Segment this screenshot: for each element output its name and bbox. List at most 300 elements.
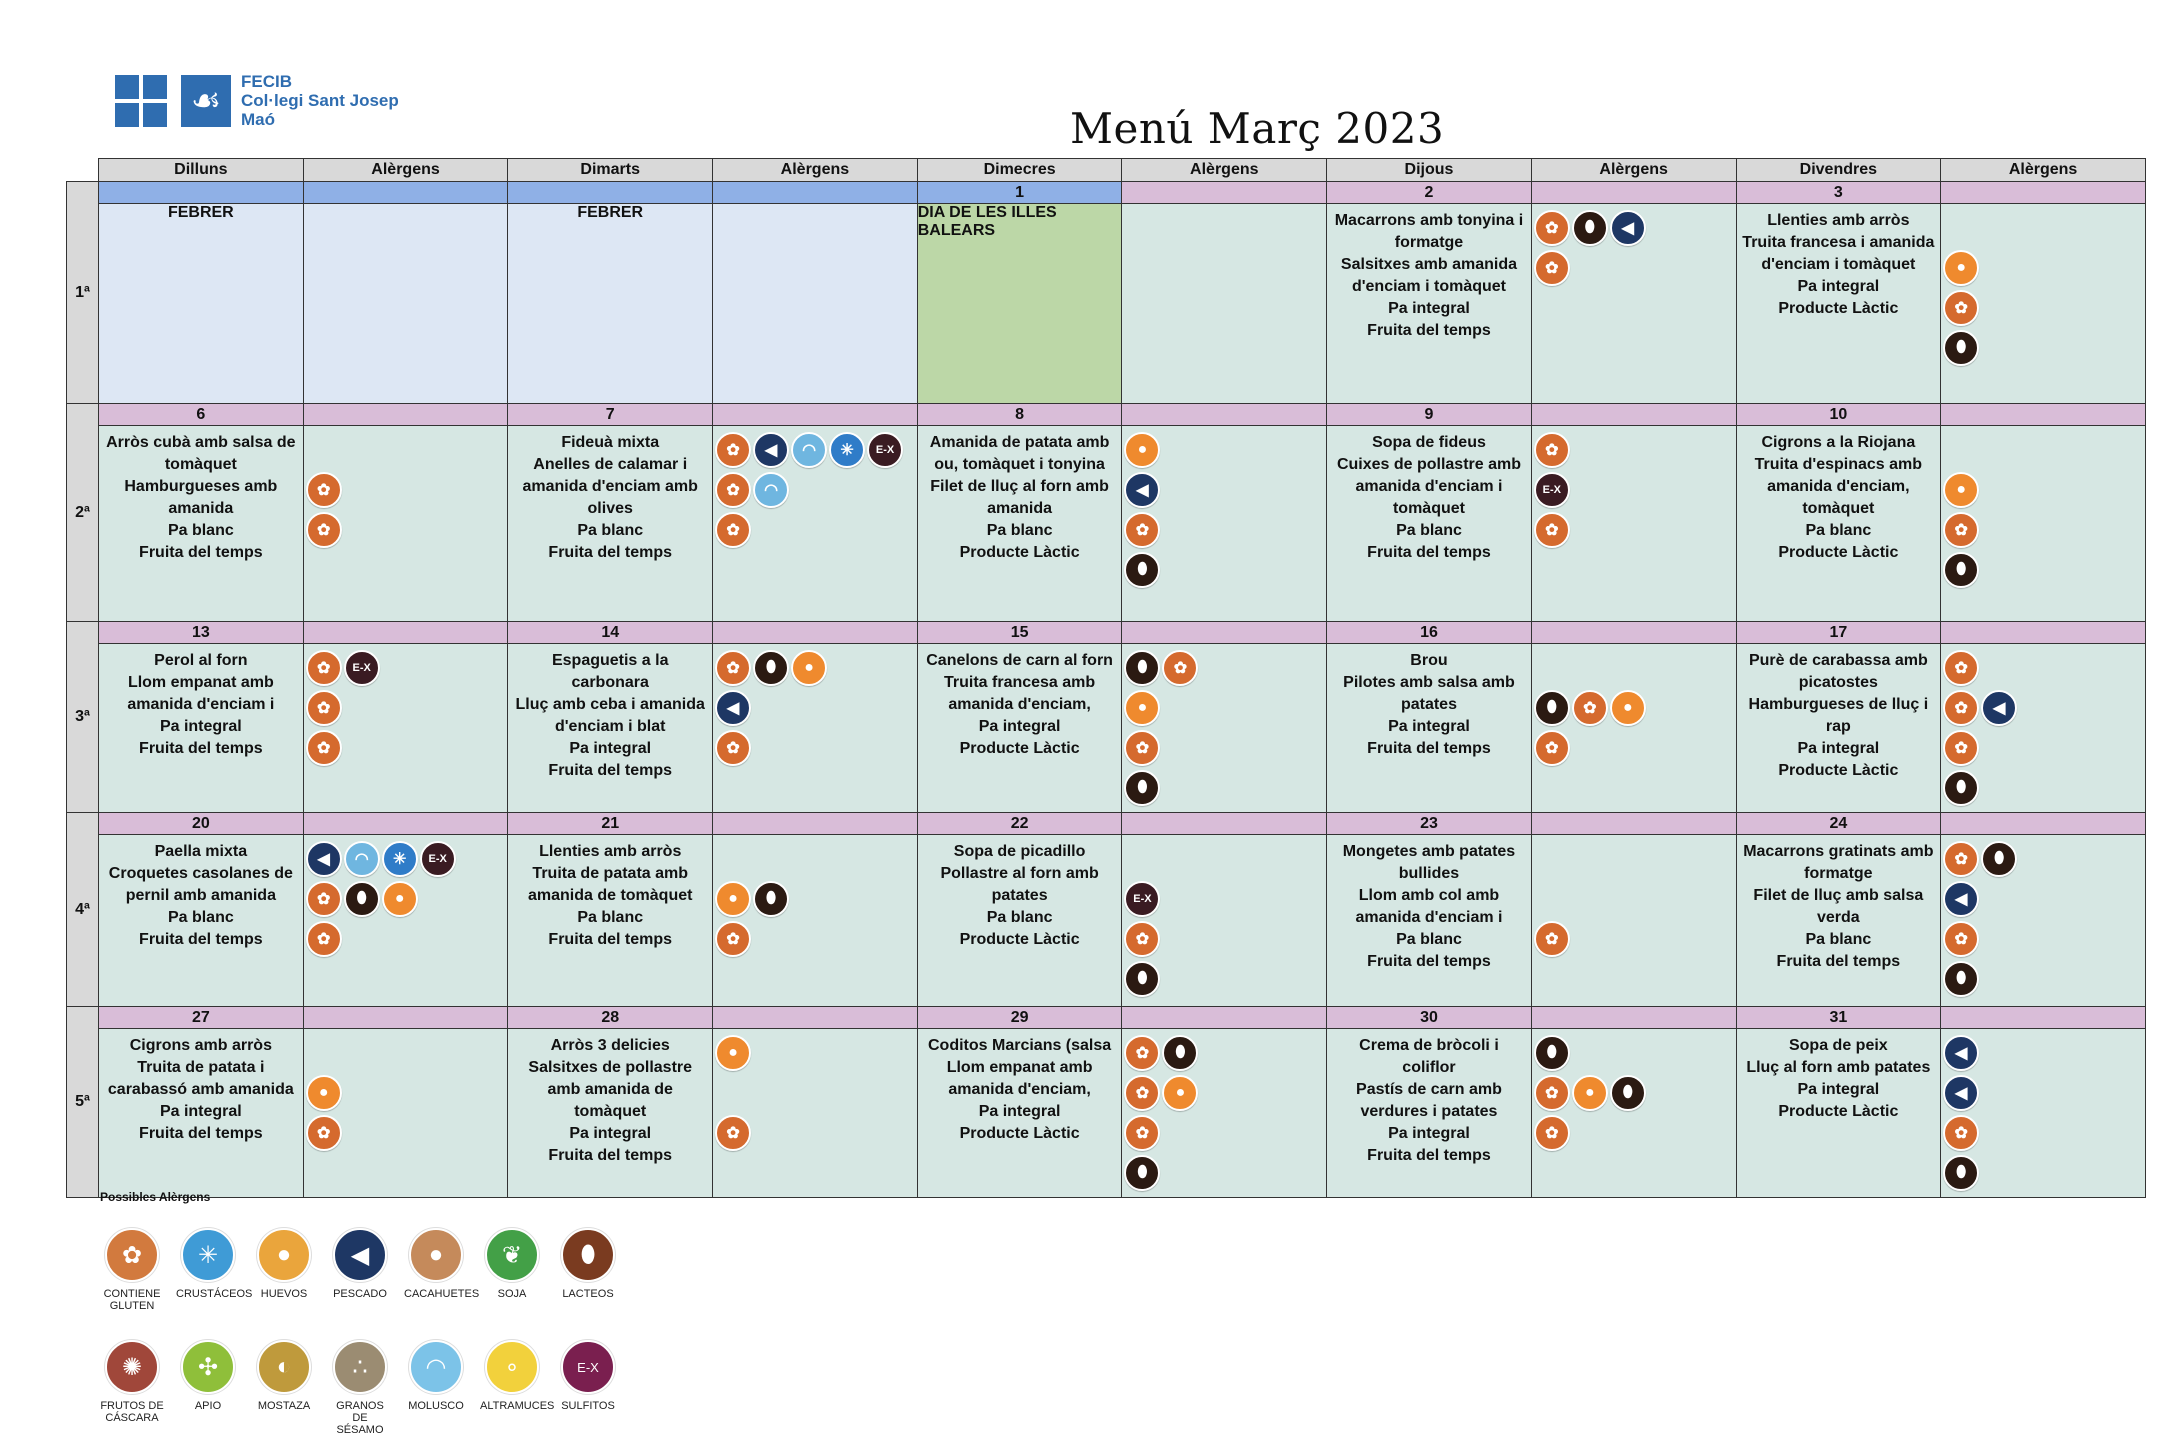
- day-menu-cell: [917, 204, 1122, 404]
- allergen-row: [715, 768, 915, 808]
- dish-item: Fruita del temps: [1367, 544, 1491, 561]
- allergen-row: [1124, 1073, 1324, 1113]
- dish-list: [1327, 644, 1531, 766]
- dish-item: Paella mixta: [154, 843, 248, 860]
- legend-item: [176, 1340, 240, 1436]
- dish-item: Arròs cubà amb salsa de tomàquet: [106, 434, 296, 473]
- dish-item: Pa blanc: [577, 909, 644, 926]
- dish-item: Brou: [1410, 652, 1448, 669]
- gluten-icon: ✿: [715, 921, 751, 957]
- allergen-row: [306, 728, 506, 768]
- dish-item: Lluç amb ceba i amanida d'enciam i blat: [515, 696, 705, 735]
- huevos-icon: ●: [1610, 690, 1646, 726]
- lacteos-icon: ⬮: [1124, 961, 1160, 997]
- day-menu-cell: [917, 1029, 1122, 1198]
- day-number: 20: [99, 813, 304, 835]
- dish-item: Pa blanc: [1805, 931, 1872, 948]
- allergen-cell: [713, 204, 918, 404]
- allergen-cell: [1941, 204, 2146, 404]
- day-menu-cell: [508, 1029, 713, 1198]
- allergen-row: [715, 648, 915, 688]
- day-menu-cell: [1736, 1029, 1941, 1198]
- gluten-icon: ✿: [1124, 921, 1160, 957]
- dish-list: [1327, 204, 1531, 348]
- allergen-row: [1943, 1033, 2143, 1073]
- gluten-icon: ✿: [1534, 512, 1570, 548]
- lacteos-icon: ⬮: [561, 1228, 615, 1282]
- gluten-icon: ✿: [1943, 1115, 1979, 1151]
- allergen-row: [1124, 839, 1324, 879]
- dish-item: Pa integral: [1388, 300, 1470, 317]
- altramuces-icon: ∘: [485, 1340, 539, 1394]
- allergen-cell: [1531, 1029, 1736, 1198]
- huevos-icon: ●: [1943, 472, 1979, 508]
- allergen-list: [1941, 204, 2145, 372]
- allergen-row: [306, 879, 506, 919]
- sesamo-icon: ∴: [333, 1340, 387, 1394]
- dish-item: Pa integral: [1797, 1081, 1880, 1098]
- allergen-row: [1534, 208, 1734, 248]
- allergen-number-cell: [1122, 622, 1327, 644]
- allergen-row: [1534, 430, 1734, 470]
- dish-item: Arròs 3 delicies: [550, 1037, 670, 1054]
- allergen-cell: [713, 835, 918, 1007]
- day-number: [99, 182, 304, 204]
- dish-item: Salsitxes amb amanida d'enciam i tomàquet: [1340, 256, 1518, 295]
- allergen-cell: [1122, 835, 1327, 1007]
- dish-item: Macarrons gratinats amb formatge: [1743, 843, 1934, 882]
- allergen-number-cell: [1122, 182, 1327, 204]
- dish-item: Truita de patata i carabassó amb amanida: [107, 1059, 294, 1098]
- day-menu-cell: [1327, 204, 1532, 404]
- lacteos-icon: ⬮: [1943, 552, 1979, 588]
- day-number: 10: [1736, 404, 1941, 426]
- dish-item: Llom empanat amb amanida d'enciam,: [946, 1059, 1093, 1098]
- logo-line-3: Maó: [241, 110, 275, 129]
- col-header: Dilluns: [99, 159, 304, 182]
- allergen-row: [715, 728, 915, 768]
- gluten-icon: ✿: [715, 730, 751, 766]
- day-menu-cell: [508, 644, 713, 813]
- day-menu-cell: [1327, 426, 1532, 622]
- day-menu-cell: [1736, 204, 1941, 404]
- allergen-cell: [303, 204, 508, 404]
- gluten-icon: ✿: [1943, 841, 1979, 877]
- day-number: 21: [508, 813, 713, 835]
- allergen-row: [1943, 430, 2143, 470]
- dish-item: Perol al forn: [154, 652, 248, 669]
- day-menu-cell: [99, 644, 304, 813]
- huevos-icon: ●: [306, 1075, 342, 1111]
- dish-item: Sopa de peix: [1788, 1037, 1888, 1054]
- gluten-icon: ✿: [1534, 210, 1570, 246]
- pescado-icon: ◀: [1981, 690, 2017, 726]
- dish-item: Producte Làctic: [959, 931, 1080, 948]
- pescado-icon: ◀: [1943, 1075, 1979, 1111]
- legend-label: MOLUSCO: [408, 1400, 464, 1412]
- dish-item: Cigrons amb arròs: [129, 1037, 272, 1054]
- day-menu-cell: [508, 835, 713, 1007]
- huevos-icon: ●: [1162, 1075, 1198, 1111]
- day-number: 22: [917, 813, 1122, 835]
- allergen-row: [715, 688, 915, 728]
- allergen-list: [1532, 835, 1736, 1003]
- allergen-number-cell: [1531, 1007, 1736, 1029]
- allergen-number-cell: [713, 404, 918, 426]
- logo-line-2: Col·legi Sant Josep: [241, 91, 399, 110]
- lacteos-icon: ⬮: [753, 881, 789, 917]
- allergen-row: [1943, 328, 2143, 368]
- dish-item: Pa integral: [159, 718, 242, 735]
- logo-emblem-icon: ☙: [181, 75, 231, 127]
- lacteos-icon: ⬮: [1572, 210, 1608, 246]
- page-title: Menú Març 2023: [1070, 104, 1445, 153]
- allergen-number-cell: [1122, 813, 1327, 835]
- day-number: 28: [508, 1007, 713, 1029]
- legend-item: [100, 1228, 164, 1312]
- dish-item: Coditos Marcians (salsa: [928, 1037, 1112, 1054]
- gluten-icon: ✿: [1943, 512, 1979, 548]
- dish-item: Salsitxes de pollastre amb amanida de tomàquet: [528, 1059, 693, 1120]
- dish-item: Pilotes amb salsa amb patates: [1343, 674, 1515, 713]
- gluten-icon: ✿: [715, 650, 751, 686]
- dish-list: [1737, 426, 1941, 570]
- crustaceos-icon: ✳: [181, 1228, 235, 1282]
- gluten-icon: ✿: [1534, 1115, 1570, 1151]
- day-number: 30: [1327, 1007, 1532, 1029]
- allergen-row: [306, 1113, 506, 1153]
- allergen-row: [1534, 919, 1734, 959]
- dish-item: Fruita del temps: [1367, 740, 1491, 757]
- allergen-row: [715, 879, 915, 919]
- pescado-icon: ◀: [306, 841, 342, 877]
- allergen-row: [1124, 728, 1324, 768]
- dish-item: Producte Làctic: [959, 544, 1080, 561]
- legend-row-1: [100, 1228, 660, 1312]
- week-menu-row: [67, 644, 2146, 813]
- allergen-list: [1122, 426, 1326, 594]
- allergen-row: [1534, 768, 1734, 808]
- menu-table: [66, 158, 2146, 1198]
- soja-icon: ❦: [485, 1228, 539, 1282]
- lacteos-icon: ⬮: [1124, 650, 1160, 686]
- dish-item: Producte Làctic: [1778, 762, 1899, 779]
- allergen-number-cell: [1531, 622, 1736, 644]
- dish-item: Truita francesa i amanida d'enciam i tomàquet: [1742, 234, 1935, 273]
- special-label: DIA DE LES ILLES BALEARS: [917, 204, 1057, 239]
- allergen-row: [1124, 648, 1324, 688]
- dish-item: Macarrons amb tonyina i formatge: [1334, 212, 1524, 251]
- day-number: 1: [917, 182, 1122, 204]
- allergen-row: [1534, 510, 1734, 550]
- lacteos-icon: ⬮: [1943, 330, 1979, 366]
- huevos-icon: ●: [1124, 690, 1160, 726]
- allergen-number-cell: [1941, 622, 2146, 644]
- molusco-icon: ◠: [791, 432, 827, 468]
- allergen-cell: [1122, 1029, 1327, 1198]
- sulfitos-icon: E-X: [1534, 472, 1570, 508]
- allergen-row: [1124, 688, 1324, 728]
- allergen-number-cell: [303, 1007, 508, 1029]
- allergen-number-cell: [1941, 182, 2146, 204]
- allergen-row: [1534, 1153, 1734, 1193]
- dish-list: [1737, 835, 1941, 979]
- dish-item: Pa blanc: [1396, 931, 1462, 948]
- gluten-icon: ✿: [1943, 690, 1979, 726]
- allergen-list: [713, 835, 917, 1003]
- dish-item: Llom amb col amb amanida d'enciam i: [1355, 887, 1503, 926]
- school-logo: [115, 72, 399, 129]
- day-number: 3: [1736, 182, 1941, 204]
- allergen-number-cell: [303, 622, 508, 644]
- lacteos-icon: ⬮: [1162, 1035, 1198, 1071]
- col-header: Dimecres: [917, 159, 1122, 182]
- allergen-row: [715, 1033, 915, 1073]
- allergen-row: [1943, 470, 2143, 510]
- col-header: Divendres: [1736, 159, 1941, 182]
- gluten-icon: ✿: [1124, 1115, 1160, 1151]
- allergen-list: [713, 1029, 917, 1197]
- dish-list: [918, 1029, 1122, 1151]
- allergen-number-cell: [713, 813, 918, 835]
- dish-item: Fruita del temps: [548, 931, 672, 948]
- lacteos-icon: ⬮: [1124, 552, 1160, 588]
- day-number: 17: [1736, 622, 1941, 644]
- dish-list: [1327, 426, 1531, 570]
- allergen-number-cell: [1531, 813, 1736, 835]
- allergen-row: [306, 510, 506, 550]
- allergen-row: [306, 688, 506, 728]
- dish-item: Cigrons a la Riojana: [1761, 434, 1916, 451]
- allergen-list: [1532, 204, 1736, 372]
- day-menu-cell: [917, 644, 1122, 813]
- dish-item: Fruita del temps: [139, 931, 263, 948]
- allergen-row: [1534, 248, 1734, 288]
- logo-line-1: FECIB: [241, 72, 292, 91]
- legend-label: LACTEOS: [562, 1288, 614, 1300]
- allergen-cell: [1531, 835, 1736, 1007]
- dish-list: [508, 644, 712, 788]
- legend-label: HUEVOS: [260, 1288, 308, 1300]
- allergen-row: [1124, 510, 1324, 550]
- allergen-row: [1943, 1073, 2143, 1113]
- legend-label: PESCADO: [333, 1288, 387, 1300]
- allergen-row: [1943, 1153, 2143, 1193]
- allergen-row: [1534, 1033, 1734, 1073]
- day-number: 13: [99, 622, 304, 644]
- dish-item: Fruita del temps: [139, 1125, 263, 1142]
- allergen-row: [306, 919, 506, 959]
- allergen-number-cell: [1941, 1007, 2146, 1029]
- allergen-number-cell: [1122, 404, 1327, 426]
- allergen-cell: [713, 644, 918, 813]
- allergen-list: [304, 1029, 508, 1197]
- dish-item: Pa blanc: [1396, 522, 1462, 539]
- dish-item: Fruita del temps: [139, 544, 263, 561]
- special-label: FEBRER: [167, 204, 234, 221]
- allergen-row: [1534, 959, 1734, 999]
- legend-label: SULFITOS: [561, 1400, 615, 1412]
- week-label: 5ª: [67, 1007, 99, 1198]
- day-menu-cell: [99, 204, 304, 404]
- huevos-icon: ●: [257, 1228, 311, 1282]
- allergen-row: [1534, 328, 1734, 368]
- dish-item: Truita d'espinacs amb amanida d'enciam, tomàquet: [1754, 456, 1923, 517]
- legend-item: [404, 1228, 480, 1312]
- dish-item: Llenties amb arròs: [539, 843, 682, 860]
- dish-item: Lluç al forn amb patates: [1746, 1059, 1931, 1076]
- dish-item: Fruita del temps: [1367, 1147, 1491, 1164]
- dish-list: [99, 426, 303, 570]
- allergen-list: [1532, 1029, 1736, 1197]
- col-header: Alèrgens: [1941, 159, 2146, 182]
- molusco-icon: ◠: [753, 472, 789, 508]
- allergen-row: [1124, 430, 1324, 470]
- allergen-row: [1124, 550, 1324, 590]
- gluten-icon: ✿: [1534, 730, 1570, 766]
- week-label: 4ª: [67, 813, 99, 1007]
- week-label: 3ª: [67, 622, 99, 813]
- lacteos-icon: ⬮: [1610, 1075, 1646, 1111]
- huevos-icon: ●: [1943, 250, 1979, 286]
- allergen-number-cell: [1941, 813, 2146, 835]
- pescado-icon: ◀: [333, 1228, 387, 1282]
- allergen-row: [715, 430, 915, 470]
- dish-item: Pollastre al forn amb patates: [940, 865, 1099, 904]
- allergen-row: [1124, 959, 1324, 999]
- day-menu-cell: [917, 835, 1122, 1007]
- dish-list: [99, 644, 303, 766]
- lacteos-icon: ⬮: [1534, 1035, 1570, 1071]
- day-number: 16: [1327, 622, 1532, 644]
- gluten-icon: ✿: [306, 1115, 342, 1151]
- day-number: [508, 182, 713, 204]
- day-menu-cell: [1327, 644, 1532, 813]
- allergen-row: [1943, 208, 2143, 248]
- allergen-row: [1943, 648, 2143, 688]
- dish-item: Pa integral: [978, 1103, 1061, 1120]
- allergen-cell: [1941, 644, 2146, 813]
- day-number-row: [67, 404, 2146, 426]
- huevos-icon: ●: [715, 881, 751, 917]
- allergen-number-cell: [713, 622, 918, 644]
- huevos-icon: ●: [382, 881, 418, 917]
- legend-label: CONTIENE GLUTEN: [103, 1288, 161, 1312]
- allergen-cell: [303, 1029, 508, 1198]
- legend-label: GRANOS DE SÉSAMO: [336, 1400, 384, 1436]
- allergen-row: [715, 510, 915, 550]
- dish-item: Filet de lluç amb salsa verda: [1753, 887, 1924, 926]
- pescado-icon: ◀: [1943, 1035, 1979, 1071]
- day-number-row: [67, 182, 2146, 204]
- sulfitos-icon: E-X: [561, 1340, 615, 1394]
- dish-list: [1737, 204, 1941, 326]
- dish-item: Pa blanc: [986, 522, 1053, 539]
- day-number: 23: [1327, 813, 1532, 835]
- allergen-row: [1534, 648, 1734, 688]
- day-menu-cell: [99, 835, 304, 1007]
- dish-item: Fruita del temps: [1776, 953, 1901, 970]
- dish-item: Amanida de patata amb ou, tomàquet i tonyina: [929, 434, 1110, 473]
- legend-item: [176, 1228, 253, 1312]
- allergen-number-cell: [713, 1007, 918, 1029]
- day-menu-cell: [1736, 644, 1941, 813]
- day-number: 27: [99, 1007, 304, 1029]
- allergen-row: [306, 1153, 506, 1193]
- gluten-icon: ✿: [1943, 650, 1979, 686]
- header-corner: [67, 159, 99, 182]
- allergen-number-cell: [1531, 404, 1736, 426]
- gluten-icon: ✿: [306, 730, 342, 766]
- gluten-icon: ✿: [105, 1228, 159, 1282]
- gluten-icon: ✿: [306, 921, 342, 957]
- dish-item: Llom empanat amb amanida d'enciam i: [127, 674, 275, 713]
- day-number: 15: [917, 622, 1122, 644]
- dish-item: Sopa de picadillo: [953, 843, 1086, 860]
- dish-item: Pa integral: [159, 1103, 242, 1120]
- week-menu-row: [67, 835, 2146, 1007]
- allergen-cell: [1941, 835, 2146, 1007]
- day-number: 29: [917, 1007, 1122, 1029]
- dish-item: Espaguetis a la carbonara: [551, 652, 669, 691]
- allergen-row: [715, 470, 915, 510]
- allergen-list: [1122, 1029, 1326, 1197]
- lacteos-icon: ⬮: [1943, 1155, 1979, 1191]
- legend-label: CACAHUETES: [404, 1288, 480, 1300]
- gluten-icon: ✿: [1534, 921, 1570, 957]
- lacteos-icon: ⬮: [753, 650, 789, 686]
- allergen-row: [715, 959, 915, 999]
- allergen-number-cell: [303, 404, 508, 426]
- col-header: Alèrgens: [303, 159, 508, 182]
- allergen-number-cell: [713, 182, 918, 204]
- allergen-list: [1941, 1029, 2145, 1197]
- week-menu-row: [67, 204, 2146, 404]
- legend-label: FRUTOS DE CÁSCARA: [100, 1400, 164, 1424]
- dish-item: Fruita del temps: [548, 544, 672, 561]
- day-menu-cell: [1327, 835, 1532, 1007]
- day-number: 31: [1736, 1007, 1941, 1029]
- dish-item: Fruita del temps: [548, 762, 672, 779]
- allergen-row: [306, 550, 506, 590]
- dish-item: Pastís de carn amb verdures i patates: [1356, 1081, 1502, 1120]
- dish-item: Cuixes de pollastre amb amanida d'enciam i tomàquet: [1336, 456, 1521, 517]
- legend-item: [556, 1340, 620, 1436]
- dish-list: [1737, 1029, 1941, 1129]
- legend-label: MOSTAZA: [257, 1400, 311, 1412]
- allergen-number-cell: [1122, 1007, 1327, 1029]
- day-number-row: [67, 622, 2146, 644]
- allergen-row: [306, 839, 506, 879]
- huevos-icon: ●: [1572, 1075, 1608, 1111]
- gluten-icon: ✿: [1124, 1035, 1160, 1071]
- dish-list: [508, 835, 712, 957]
- allergen-row: [1943, 1113, 2143, 1153]
- allergen-list: [1532, 426, 1736, 594]
- huevos-icon: ●: [715, 1035, 751, 1071]
- crustaceos-icon: ✳: [829, 432, 865, 468]
- allergen-row: [1943, 919, 2143, 959]
- dish-item: Pa integral: [1388, 1125, 1470, 1142]
- gluten-icon: ✿: [306, 690, 342, 726]
- allergen-list: [1941, 644, 2145, 812]
- day-number-row: [67, 813, 2146, 835]
- allergen-row: [306, 1033, 506, 1073]
- day-number: 7: [508, 404, 713, 426]
- gluten-icon: ✿: [1124, 512, 1160, 548]
- pescado-icon: ◀: [753, 432, 789, 468]
- dish-item: Pa blanc: [577, 522, 644, 539]
